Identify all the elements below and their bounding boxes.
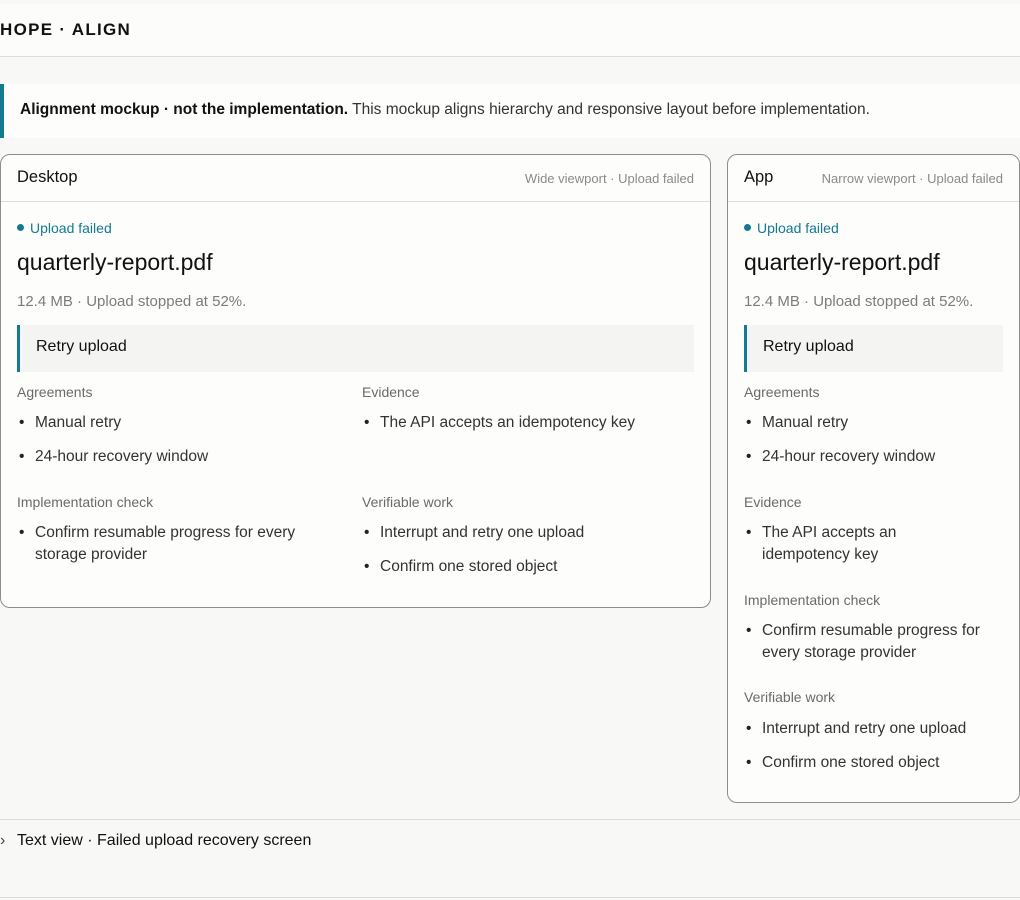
- file-name: quarterly-report.pdf: [744, 249, 940, 275]
- status-dot-icon: [744, 224, 751, 231]
- section-divider: [0, 819, 1020, 820]
- list-item: • Confirm one stored object: [362, 556, 692, 578]
- app-panel-header: [728, 155, 1019, 202]
- list-item: • Confirm resumable progress for every storage provider: [744, 620, 1006, 664]
- verifiable-work-heading: Verifiable work: [744, 689, 836, 705]
- chevron-right-icon: ›: [0, 832, 6, 849]
- retry-upload-button[interactable]: [744, 325, 1003, 372]
- list-item: • Manual retry: [744, 412, 1006, 434]
- status-dot-icon: [17, 224, 24, 231]
- retry-upload-label: Retry upload: [763, 338, 854, 355]
- list-item: • The API accepts an idempotency key: [744, 522, 944, 566]
- list-item: • Interrupt and retry one upload: [744, 718, 1006, 740]
- implementation-check-heading: Implementation check: [744, 592, 881, 608]
- notice-strong: Alignment mockup · not the implementation.: [20, 101, 349, 118]
- list-item: • Manual retry: [17, 412, 337, 434]
- list-item: • Interrupt and retry one upload: [362, 522, 692, 544]
- notice-text: [20, 101, 870, 119]
- desktop-panel-title: Desktop: [17, 168, 78, 186]
- text-view-label: Text view · Failed upload recovery screen: [17, 832, 312, 849]
- agreements-heading: Agreements: [17, 384, 93, 400]
- list-item: • The API accepts an idempotency key: [362, 412, 692, 434]
- verifiable-work-list: [744, 718, 1006, 786]
- evidence-heading: Evidence: [744, 494, 802, 510]
- top-bar: [0, 4, 1020, 57]
- desktop-preview-panel: [0, 154, 711, 608]
- list-item: • 24-hour recovery window: [17, 446, 337, 468]
- brand-logo: HOPE · ALIGN: [0, 20, 132, 39]
- status-label: Upload failed: [757, 220, 839, 236]
- verifiable-work-list: [362, 522, 692, 590]
- upload-status-badge: [744, 220, 839, 236]
- file-meta: 12.4 MB · Upload stopped at 52%.: [17, 293, 247, 310]
- evidence-heading: Evidence: [362, 384, 420, 400]
- implementation-check-list: [744, 620, 1006, 676]
- list-item: • Confirm resumable progress for every storage provider: [17, 522, 337, 566]
- implementation-check-list: [17, 522, 337, 578]
- desktop-panel-meta: Wide viewport · Upload failed: [524, 171, 694, 186]
- notice-rest: This mockup aligns hierarchy and responsive layout before implementation.: [348, 101, 870, 118]
- verifiable-work-heading: Verifiable work: [362, 494, 454, 510]
- list-item: • 24-hour recovery window: [744, 446, 1006, 468]
- app-preview-panel: [727, 154, 1020, 803]
- app-panel-title: App: [744, 168, 774, 186]
- app-panel-meta: Narrow viewport · Upload failed: [821, 171, 1003, 186]
- file-name: quarterly-report.pdf: [17, 249, 213, 275]
- retry-upload-button[interactable]: [17, 325, 694, 372]
- text-view-toggle[interactable]: [0, 832, 311, 850]
- implementation-check-heading: Implementation check: [17, 494, 154, 510]
- agreements-list: [17, 412, 337, 480]
- evidence-list: [744, 522, 944, 578]
- agreements-heading: Agreements: [744, 384, 820, 400]
- list-item: • Confirm one stored object: [744, 752, 1006, 774]
- alignment-notice: [0, 84, 1020, 138]
- footer-divider: [0, 897, 1020, 898]
- desktop-panel-header: [1, 155, 710, 202]
- agreements-list: [744, 412, 1006, 480]
- retry-upload-label: Retry upload: [36, 338, 127, 355]
- file-meta: 12.4 MB · Upload stopped at 52%.: [744, 293, 974, 310]
- upload-status-badge: [17, 220, 112, 236]
- evidence-list: [362, 412, 692, 446]
- status-label: Upload failed: [30, 220, 112, 236]
